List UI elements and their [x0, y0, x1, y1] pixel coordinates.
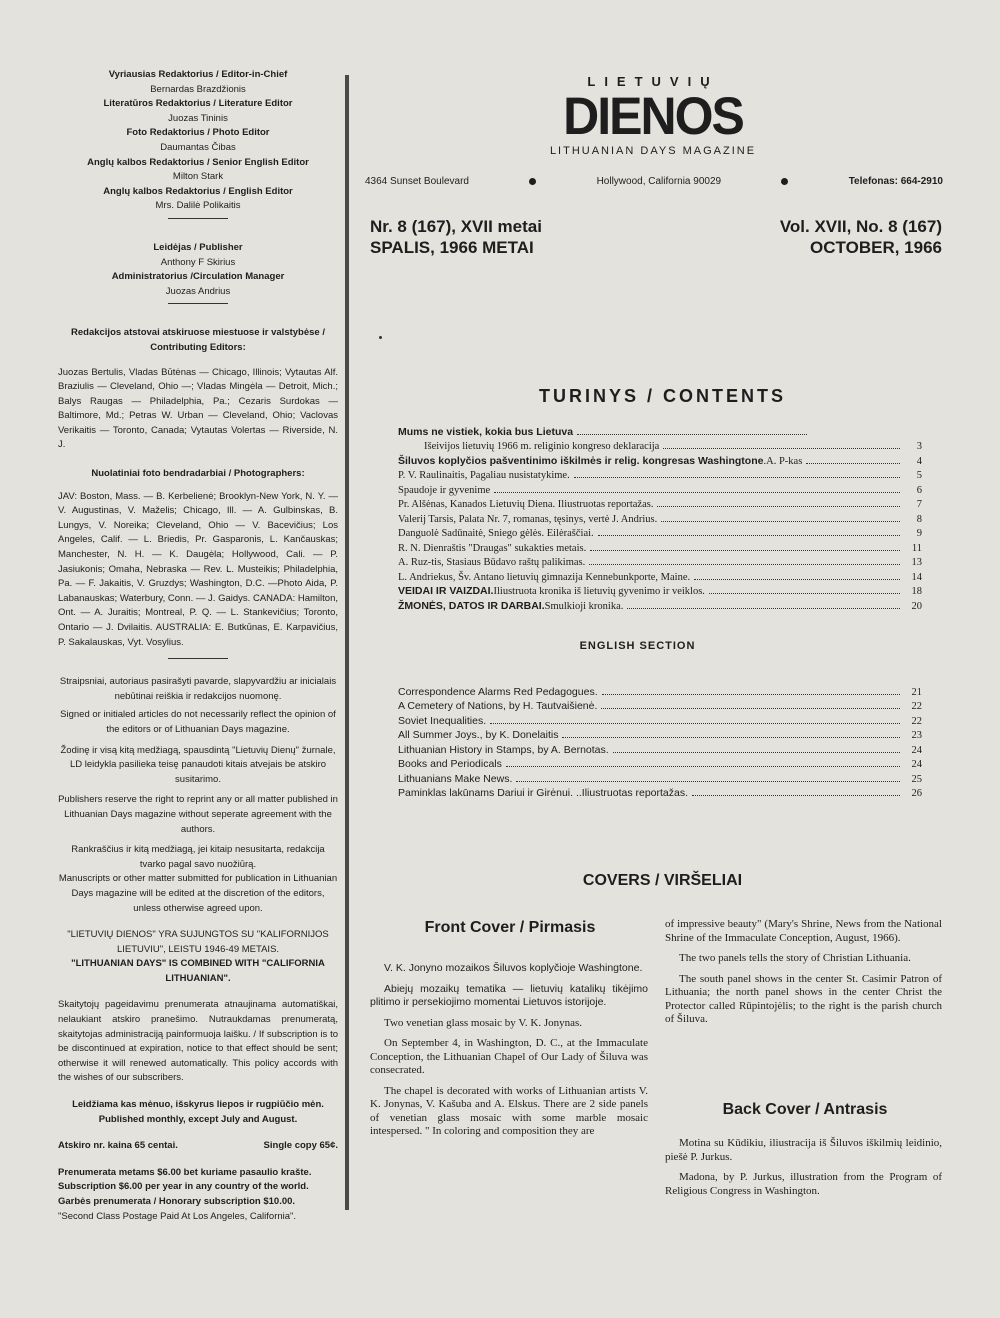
logo-subtitle: LITHUANIAN DAYS MAGAZINE	[549, 145, 757, 157]
reprint-lt: Žodinę ir visą kitą medžiagą, spausdintą "Lietuvių Dienų" žurnale, LD leidykla pasilieka teisę panaudoti kitais atvejais be atskiro susitarimo.	[60, 744, 336, 785]
merged-en: "LITHUANIAN DAYS" IS COMBINED WITH "CALIFORNIA LITHUANIAN".	[71, 958, 325, 984]
toc-page: 7	[916, 499, 922, 510]
issue-info-lt	[370, 216, 542, 258]
toc-page: 25	[911, 773, 922, 785]
postage-note: "Second Class Postage Paid At Los Angeles, California".	[58, 1210, 297, 1222]
toc-leader	[562, 737, 900, 738]
toc-page: 18	[911, 586, 922, 597]
toc-leader	[601, 708, 900, 709]
contents-title: TURINYS / CONTENTS	[538, 386, 786, 406]
photo-editor-role: Foto Redaktorius / Photo Editor	[126, 127, 270, 139]
phone-number: Telefonas: 664-2910	[848, 176, 943, 187]
vertical-divider	[345, 75, 349, 1210]
logo-top-text: LIETUVIŲ	[587, 74, 719, 89]
back-cover-title: Back Cover / Antrasis	[722, 1101, 888, 1118]
toc-row[interactable]	[398, 741, 922, 756]
toc-title: Lithuanians Make News.	[398, 772, 513, 785]
street-address: 4364 Sunset Boulevard	[365, 176, 469, 187]
toc-leader	[494, 492, 900, 493]
english-editor-name: Mrs. Dalilė Polikaitis	[155, 200, 241, 212]
toc-page: 5	[916, 470, 922, 481]
back-cover-text	[665, 1137, 942, 1205]
toc-page: 24	[911, 744, 922, 756]
toc-leader	[574, 477, 900, 478]
front-cover-caption-lt: V. K. Jonyno mozaikos Šiluvos koplyčioje Washingtone.	[384, 962, 643, 974]
magazine-logo	[548, 74, 758, 157]
price-en: Single copy 65¢.	[263, 1140, 338, 1152]
english-contents-list	[398, 683, 922, 799]
lit-editor-name: Juozas Tininis	[168, 112, 228, 124]
toc-row[interactable]	[398, 510, 922, 525]
toc-row[interactable]	[398, 568, 922, 583]
toc-title: VEIDAI IR VAIZDAI.	[398, 585, 494, 597]
toc-author: .A. P-kas	[763, 455, 803, 467]
published-en: Published monthly, except July and August.	[98, 1113, 298, 1125]
front-cover-text-continued	[665, 918, 942, 1034]
toc-page: 24	[911, 759, 922, 770]
front-cover-theme-lt: Abiejų mozaikų tematika — lietuvių katalikų tikėjimo plitimo ir persekiojimo momentai Lietuvos istorijoje.	[370, 982, 648, 1008]
front-cover-text	[370, 962, 648, 1146]
merged-lt: "LIETUVIŲ DIENOS" YRA SUJUNGTOS SU "KALIFORNIJOS LIETUVIU", LEISTU 1946-49 METAIS.	[67, 929, 329, 955]
toc-page: 8	[916, 513, 922, 525]
bullet-icon	[529, 178, 536, 185]
toc-leader	[490, 723, 900, 724]
toc-row[interactable]	[398, 698, 922, 713]
contents-list	[398, 423, 922, 612]
toc-row[interactable]	[398, 554, 922, 569]
toc-row[interactable]	[398, 583, 922, 598]
signed-en: Signed or initialed articles do not necessarily reflect the opinion of the editors or of Lithuanian Days magazine.	[60, 709, 336, 735]
toc-title: Spaudoje ir gyvenime	[398, 484, 491, 496]
toc-title: All Summer Joys., by K. Donelaitis	[398, 729, 559, 741]
front-cover-caption-en: Two venetian glass mosaic by V. K. Jonynas.	[384, 1016, 583, 1029]
senior-english-role: Anglų kalbos Redaktorius / Senior English Editor	[87, 156, 309, 168]
toc-leader	[613, 752, 900, 753]
city-address: Hollywood, California 90029	[596, 176, 722, 187]
toc-title: Valerij Tarsis, Palata Nr. 7, romanas, tęsinys, vertė J. Andrius.	[398, 513, 658, 525]
front-cover-title: Front Cover / Pirmasis	[424, 919, 596, 936]
price-lt: Atskiro nr. kaina 65 centai.	[58, 1140, 178, 1152]
toc-leader	[806, 463, 900, 464]
published-lt: Leidžiama kas mėnuo, išskyrus liepos ir rugpiūčio mėn.	[72, 1099, 324, 1111]
toc-row[interactable]	[398, 467, 922, 482]
admin-role: Administratorius /Circulation Manager	[111, 271, 285, 283]
toc-leader	[663, 448, 900, 449]
toc-page: 6	[916, 484, 922, 496]
toc-page: 23	[911, 730, 922, 741]
lit-editor-role: Literatūros Redaktorius / Literature Editor	[103, 98, 293, 110]
back-cover-caption-en: Madona, by P. Jurkus, illustration from the Program of Religious Congress in Washington.	[665, 1171, 942, 1197]
toc-leader	[694, 579, 900, 580]
contributing-text: Juozas Bertulis, Vladas Būtėnas — Chicago, Illinois; Vytautas Alf. Braziulis — Cleveland, Ohio —; Vladas Mingėla — Detroit, Mich.; Balys Raugas — Philadelphia, Pa.; Cezaris Surdokas — Baltimore, Md.; Petras W. Urban — Cleveland, Ohio; Vaclovas Verikaitis — Toronto, Canada; Vytautas Volertas — Riverside, N. J.	[58, 366, 338, 451]
toc-title: A Cemetery of Nations, by H. Tautvaišienė.	[398, 700, 598, 712]
subscription-text: Skaitytojų pageidavimu prenumerata atnaujinama automatiškai, nelaukiant atskiro pranešimo. Nutraukdamas prenumeratą, skaitytojas administraciją painformuoja laišku. / If subscription is to be discontinued at expiration, notice to that effect should be sent; otherwise it will renewed automatically. This policy accords with the wishes of our subscribers.	[58, 999, 338, 1084]
toc-subtitle: Smulkioji kronika.	[544, 600, 624, 612]
toc-page: 20	[911, 600, 922, 612]
editor-chief-role: Vyriausias Redaktorius / Editor-in-Chief	[108, 69, 288, 80]
toc-title: L. Andriekus, Šv. Antano lietuvių gimnazija Kennebunkporte, Maine.	[398, 571, 691, 583]
toc-row[interactable]	[398, 756, 922, 771]
toc-row[interactable]	[398, 727, 922, 742]
logo-title: DIENOS	[563, 86, 743, 146]
toc-leader	[516, 781, 900, 782]
issue-number-lt: Nr. 8 (167), XVII metai	[370, 217, 542, 236]
toc-page: 22	[911, 701, 922, 712]
manuscripts-en: Manuscripts or other matter submitted for publication in Lithuanian Days magazine will be edited at the discretion of the editors, unless otherwise agreed upon.	[58, 873, 338, 914]
toc-title: Books and Periodicals	[398, 758, 502, 770]
toc-row[interactable]	[398, 683, 922, 698]
toc-leader	[577, 434, 807, 435]
toc-title: Paminklas lakūnams Dariui ir Girėnui. ..Iliustruotas reportažas.	[398, 787, 689, 799]
publisher-name: Anthony F Skirius	[160, 256, 236, 268]
toc-page: 21	[911, 686, 922, 698]
bullet-icon	[781, 178, 788, 185]
toc-row[interactable]	[398, 481, 922, 496]
toc-title: Pr. Alšėnas, Kanados Lietuvių Diena. Iliustruotas reportažas.	[398, 499, 654, 510]
toc-leader	[590, 550, 900, 551]
subscription-line-2: Subscription $6.00 per year in any country of the world.	[58, 1181, 309, 1193]
english-editor-role: Anglų kalbos Redaktorius / English Editor	[103, 185, 293, 197]
divider	[168, 658, 228, 659]
toc-page: 9	[916, 528, 922, 539]
toc-page: 26	[911, 788, 922, 799]
toc-row[interactable]	[398, 423, 922, 438]
divider	[168, 218, 228, 219]
admin-name: Juozas Andrius	[165, 285, 231, 297]
toc-row[interactable]	[398, 496, 922, 511]
covers-title: COVERS / VIRŠELIAI	[582, 872, 743, 889]
toc-title: R. N. Dienraštis "Draugas" sukakties metais.	[398, 542, 587, 554]
subscription-line-1: Prenumerata metams $6.00 bet kuriame pasaulio krašte.	[58, 1166, 312, 1178]
toc-leader	[709, 593, 900, 594]
toc-title: Šiluvos koplyčios pašventinimo iškilmės ir relig. kongresas Washingtone	[398, 454, 764, 467]
front-cover-paragraph: The south panel shows in the center St. Casimir Patron of Lithuania; the north panel shows in the center Christ the Protector called Rūpintojėlis; to the right is the parish church of Šiluva.	[665, 972, 942, 1025]
manuscripts-lt: Rankraščius ir kitą medžiagą, jei kitaip nesusitarta, redakcija tvarko pagal savo nuožiūrą.	[71, 844, 325, 870]
photo-editor-name: Daumantas Čibas	[160, 141, 236, 153]
toc-title: Correspondence Alarms Red Pedagogues.	[398, 685, 598, 698]
toc-page: 22	[911, 715, 922, 727]
toc-page: 13	[911, 557, 922, 568]
toc-row[interactable]	[398, 785, 922, 800]
toc-leader	[657, 506, 900, 507]
toc-page: 4	[916, 455, 922, 467]
editor-chief-name: Bernardas Brazdžionis	[150, 83, 246, 95]
front-cover-paragraph: The chapel is decorated with works of Lithuanian artists V. K. Jonynas, V. Kašuba and A. Elskus. There are 2 side panels of venetian glass mosaic with some marble mosaic intespersed. " In coloring and composition they are	[370, 1084, 648, 1137]
address-line	[365, 176, 943, 187]
toc-row[interactable]	[398, 712, 922, 727]
issue-date-en: OCTOBER, 1966	[810, 238, 942, 257]
toc-leader	[598, 535, 900, 536]
toc-leader	[506, 766, 900, 767]
reprint-en: Publishers reserve the right to reprint any or all matter published in Lithuanian Days magazine without seperate agreement with the authors.	[58, 794, 338, 835]
toc-title: Danguolė Sadūnaitė, Sniego gėlės. Eilėraščiai.	[398, 528, 594, 539]
toc-title: A. Ruz-tis, Stasiaus Būdavo raštų palikimas.	[398, 557, 586, 568]
toc-row[interactable]	[398, 452, 922, 467]
toc-leader	[589, 564, 900, 565]
front-cover-paragraph: The two panels tells the story of Christian Lithuania.	[679, 952, 911, 964]
front-cover-paragraph: of impressive beauty" (Mary's Shrine, News from the National Shrine of the Immaculate Conception, August, 1966).	[665, 918, 942, 944]
toc-row[interactable]	[398, 539, 922, 554]
toc-leader	[692, 795, 900, 796]
toc-row[interactable]	[398, 597, 922, 612]
toc-title: P. V. Raulinaitis, Pagaliau nusistatykime.	[398, 470, 570, 481]
toc-row[interactable]	[398, 525, 922, 540]
front-cover-paragraph: On September 4, in Washington, D. C., at the Immaculate Conception, the Lithuanian Chapel of Our Lady of Šiluva was consecrated.	[370, 1037, 648, 1076]
toc-page: 3	[916, 441, 922, 452]
senior-english-name: Milton Stark	[172, 171, 224, 183]
issue-info-en	[780, 216, 942, 258]
contributing-heading: Redakcijos atstovai atskiruose miestuose ir valstybėse / Contributing Editors:	[71, 327, 325, 353]
subscription-line-3: Garbės prenumerata / Honorary subscription $10.00.	[58, 1196, 296, 1207]
photographers-text: JAV: Boston, Mass. — B. Kerbelienė; Brooklyn-New York, N. Y. — V. Augustinas, V. Maželis; Chicago, Ill. — A. Gulbinskas, B. Lungys, V. Noreika; Cleveland, Ohio — V. Bacevičius; Los Angeles, Calif. — L. Briedis, Pr. Gasparonis, L. Kančauskas; Manchester, N. H. — K. Daugėla; Hollywood, Cali. — P. Jasiukonis; Omaha, Nebraska — Rev. L. Musteikis; Philadelphia, Pa. — F. Jakaitis, V. Gruzdys; Washington, D.C. —Photo Aida, P. Labanauskas; Waterbury, Conn. — J. Gaidys. CANADA: Hamilton, Ont. — A. Juraitis; Montreal, P. Q. — L. Stankevičius; Toronto, Ontario — J. Dvilaitis. AUSTRALIA: E. Butkūnas, E. Karpavičius, P. Sakalauskas, Vyt. Vosylius.	[58, 490, 338, 648]
signed-lt: Straipsniai, autoriaus pasirašyti pavarde, slapyvardžiu ar inicialais nebūtinai reiškia ir redakcijos nuomonę.	[59, 676, 337, 702]
photographers-heading: Nuolatiniai foto bendradarbiai / Photographers:	[91, 468, 305, 480]
english-section-title: ENGLISH SECTION	[579, 640, 696, 652]
toc-title: Lithuanian History in Stamps, by A. Bernotas.	[398, 743, 609, 756]
issue-number-en: Vol. XVII, No. 8 (167)	[779, 217, 942, 236]
publisher-role: Leidėjas / Publisher	[153, 241, 243, 253]
divider	[168, 303, 228, 304]
toc-row[interactable]	[398, 770, 922, 785]
masthead-column	[58, 68, 338, 1236]
toc-page: 11	[911, 542, 922, 554]
toc-leader	[661, 521, 900, 522]
toc-row[interactable]	[398, 438, 922, 453]
print-speck	[379, 336, 382, 339]
toc-leader	[602, 694, 900, 695]
issue-date-lt: SPALIS, 1966 METAI	[370, 238, 534, 257]
back-cover-caption-lt: Motina su Kūdikiu, iliustracija iš Šiluvos iškilmių leidinio, piešė P. Jurkus.	[665, 1137, 942, 1163]
toc-title: ŽMONĖS, DATOS IR DARBAI.	[398, 599, 545, 612]
toc-subtitle: Iliustruota kronika iš lietuvių gyvenimo ir veiklos.	[493, 586, 705, 597]
toc-title: Mums ne vistiek, kokia bus Lietuva	[398, 425, 574, 438]
toc-title: Išeivijos lietuvių 1966 m. religinio kongreso deklaracija	[424, 441, 660, 452]
toc-title: Soviet Inequalities.	[398, 714, 487, 727]
toc-page: 14	[911, 571, 922, 583]
toc-leader	[627, 608, 900, 609]
